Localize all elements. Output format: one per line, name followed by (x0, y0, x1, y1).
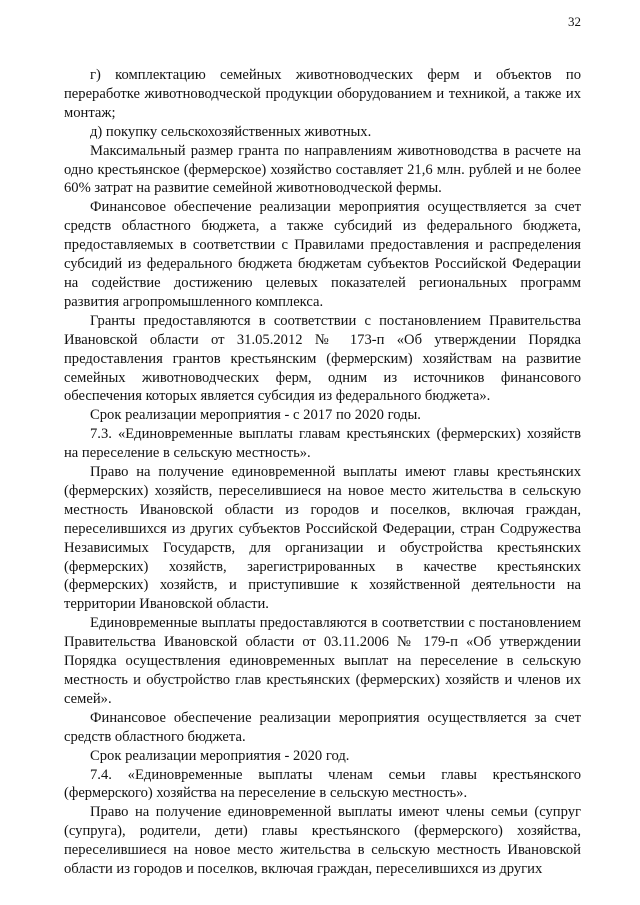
paragraph-item-g: г) комплектацию семейных животноводческих ферм и объектов по переработке животноводческой продукции оборудованием и техникой, а также их монтаж; (64, 67, 581, 121)
paragraph-financing: Финансовое обеспечение реализации мероприятия осуществляется за счет средств областного бюджета, а также субсидий из федерального бюджета, предоставляемых в соответствии с Правилами предоставления и распределения субсидий из федерального бюджета бюджетам субъектов Российской Федерации на содействие достижению целевых показателей региональных программ развития агропромышленного комплекса. (64, 199, 581, 310)
section-heading-7-4: 7.4. «Единовременные выплаты членам семьи главы крестьянского (фермерского) хозяйства на переселение в сельскую местность». (64, 766, 581, 802)
section-heading-7-3: 7.3. «Единовременные выплаты главам крестьянских (фермерских) хозяйств на переселение в сельскую местность». (64, 426, 581, 462)
paragraph-right-family: Право на получение единовременной выплаты имеют члены семьи (супруг (супруга), родители, дети) главы крестьянского (фермерского) хозяйства, переселившиеся на новое место жительства в сельскую местность Ивановской области из городов и поселков, включая граждан, переселившихся из других (64, 804, 581, 878)
paragraph-financing-regional: Финансовое обеспечение реализации мероприятия осуществляется за счет средств областного бюджета. (64, 709, 581, 745)
document-body (64, 66, 581, 879)
paragraph-grants-basis: Гранты предоставляются в соответствии с постановлением Правительства Ивановской области от 31.05.2012 № 173-п «Об утверждении Порядка предоставления грантов крестьянским (фермерским) хозяйствам на развитие семейных животноводческих ферм, одним из источников финансового обеспечения которых является субсидия из федерального бюджета». (64, 312, 581, 405)
paragraph-right-heads: Право на получение единовременной выплаты имеют главы крестьянских (фермерских) хозяйств, переселившиеся на новое место жительства в сельскую местность Ивановской области из городов и поселков, включая граждан, переселившихся из других субъектов Российской Федерации, стран Содружества Независимых Государств, для организации и обустройства крестьянских (фермерских) хозяйств, зарегистрированных в качестве крестьянских (фермерских) хозяйств, и приступившие к хозяйственной деятельности на территории Ивановской области. (64, 464, 581, 613)
paragraph-item-d: д) покупку сельскохозяйственных животных. (90, 123, 372, 140)
paragraph-term-2017-2020: Срок реализации мероприятия - с 2017 по 2020 годы. (90, 407, 421, 424)
paragraph-term-2020: Срок реализации мероприятия - 2020 год. (90, 747, 350, 764)
paragraph-payments-basis: Единовременные выплаты предоставляются в соответствии с постановлением Правительства Ивановской области от 03.11.2006 № 179-п «Об утверждении Порядка осуществления единовременных выплат на переселение в сельскую местность и обустройство глав крестьянских (фермерских) хозяйств и членов их семей». (64, 615, 581, 707)
page-number: 32 (568, 14, 581, 29)
paragraph-max-grant: Максимальный размер гранта по направлениям животноводства в расчете на одно крестьянское (фермерское) хозяйство составляет 21,6 млн. рублей и не более 60% затрат на развитие семейной животноводческой фермы. (64, 142, 581, 197)
